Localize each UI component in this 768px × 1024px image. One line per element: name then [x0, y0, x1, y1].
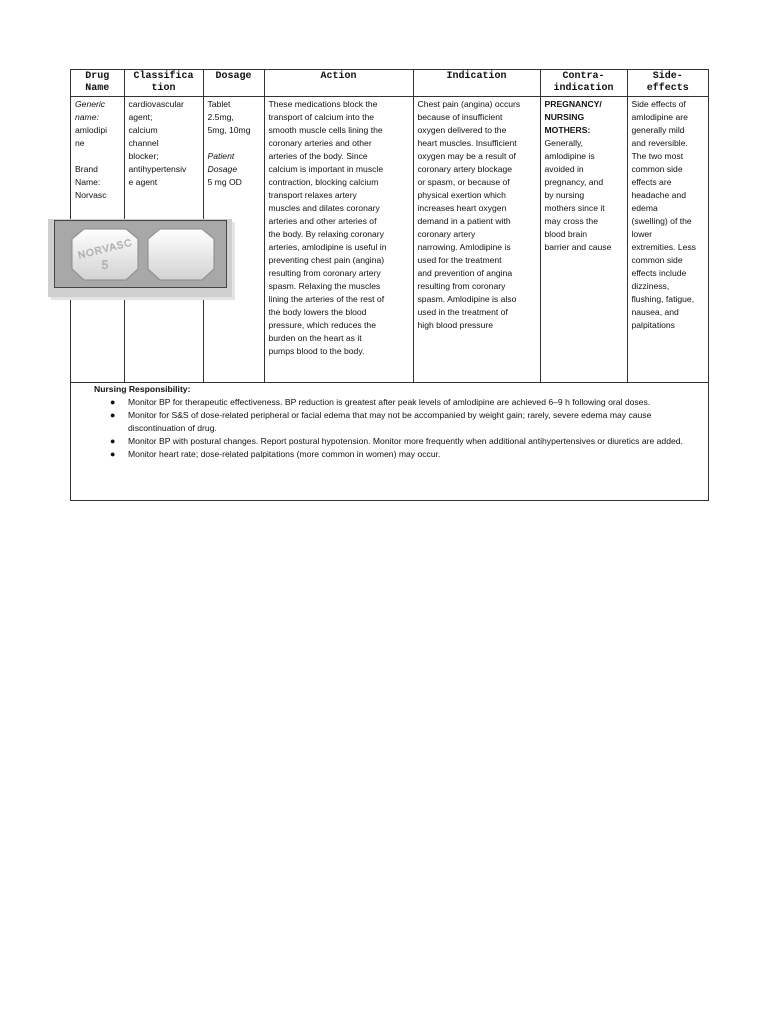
side-effects-line: (swelling) of the — [631, 216, 692, 226]
generic-label: Generic — [75, 99, 106, 109]
nursing-heading: Nursing Responsibility: — [94, 384, 191, 394]
contra-line: blood brain — [544, 229, 588, 239]
side-effects-line: amlodipine are — [631, 112, 688, 122]
indication-line: oxygen may be a result of — [417, 151, 516, 161]
dosage-line: Tablet — [207, 99, 231, 109]
bullet-icon: ● — [110, 397, 116, 407]
classification-line: calcium — [128, 125, 158, 135]
nursing-item — [71, 409, 708, 435]
action-line: spasm. Relaxing the muscles — [268, 281, 381, 291]
contra-line: mothers since it — [544, 203, 605, 213]
indication-line: used in the treatment of — [417, 307, 508, 317]
indication-line: narrowing. Amlodipine is — [417, 242, 511, 252]
contra-line: by nursing — [544, 190, 585, 200]
bullet-icon: ● — [110, 436, 116, 446]
indication-line: demand in a patient with — [417, 216, 511, 226]
header-contraindication: Contra- indication — [540, 70, 627, 97]
contra-heading: PREGNANCY/ — [544, 99, 602, 109]
indication-line: because of insufficient — [417, 112, 503, 122]
side-effects-line: effects include — [631, 268, 687, 278]
header-indication: Indication — [413, 70, 540, 97]
action-line: the body. By relaxing coronary — [268, 229, 384, 239]
cell-side-effects — [627, 97, 708, 383]
pill-photo — [48, 219, 232, 297]
action-line: pressure, which reduces the — [268, 320, 376, 330]
side-effects-line: lower — [631, 229, 653, 239]
action-line: lining the arteries of the rest of — [268, 294, 385, 304]
classification-line: blocker; — [128, 151, 159, 161]
cell-contraindication — [540, 97, 627, 383]
header-drug-name: Drug Name — [71, 70, 124, 97]
side-effects-line: dizziness, — [631, 281, 670, 291]
classification-line: agent; — [128, 112, 153, 122]
side-effects-line: The two most — [631, 151, 684, 161]
nursing-item-text: Monitor heart rate; dose-related palpitations (more common in women) may occur. — [128, 449, 441, 459]
indication-line: Chest pain (angina) occurs — [417, 99, 521, 109]
dosage-line: 5mg, 10mg — [207, 125, 251, 135]
generic-value-2: ne — [75, 138, 85, 148]
side-effects-line: and reversible. — [631, 138, 688, 148]
cell-action — [264, 97, 413, 383]
header-dosage: Dosage — [203, 70, 264, 97]
classification-line: channel — [128, 138, 159, 148]
indication-line: spasm. Amlodipine is also — [417, 294, 517, 304]
action-line: muscles and dilates coronary — [268, 203, 380, 213]
contra-line: avoided in — [544, 164, 584, 174]
patient-dosage-label: Patient — [207, 151, 235, 161]
indication-line: used for the treatment — [417, 255, 502, 265]
action-line: preventing chest pain (angina) — [268, 255, 385, 265]
cell-indication — [413, 97, 540, 383]
patient-dosage-value: 5 mg OD — [207, 177, 242, 187]
contra-heading-2: NURSING — [544, 112, 585, 122]
indication-line: coronary artery blockage — [417, 164, 513, 174]
nursing-item — [71, 435, 708, 448]
indication-line: physical exertion which — [417, 190, 506, 200]
pill-imprint-bottom: 5 — [101, 258, 109, 272]
indication-line: oxygen delivered to the — [417, 125, 507, 135]
bullet-icon: ● — [110, 449, 116, 459]
side-effects-line: palpitations — [631, 320, 675, 330]
side-effects-line: nausea, and — [631, 307, 679, 317]
indication-line: or spasm, or because of — [417, 177, 510, 187]
side-effects-line: generally mild — [631, 125, 685, 135]
dosage-line: 2.5mg, — [207, 112, 234, 122]
brand-label: Brand — [75, 164, 98, 174]
classification-line: cardiovascular — [128, 99, 184, 109]
action-line: These medications block the — [268, 99, 378, 109]
patient-dosage-label-2: Dosage — [207, 164, 238, 174]
contra-line: barrier and cause — [544, 242, 612, 252]
action-line: arteries, amlodipine is useful in — [268, 242, 387, 252]
nursing-item — [71, 396, 708, 409]
action-line: transport relaxes artery — [268, 190, 357, 200]
indication-line: increases heart oxygen — [417, 203, 507, 213]
header-row — [71, 70, 708, 97]
header-classification: Classifica tion — [124, 70, 203, 97]
indication-line: and prevention of angina — [417, 268, 513, 278]
action-line: smooth muscle cells lining the — [268, 125, 383, 135]
indication-line: high blood pressure — [417, 320, 493, 330]
nursing-item-text: Monitor BP for therapeutic effectiveness. BP reduction is greatest after peak levels of amlodipine are achieved 6–9 h following oral doses. — [128, 397, 651, 407]
indication-line: resulting from coronary — [417, 281, 506, 291]
action-line: burden on the heart as it — [268, 333, 362, 343]
classification-line: e agent — [128, 177, 158, 187]
action-line: transport of calcium into the — [268, 112, 375, 122]
classification-line: antihypertensiv — [128, 164, 187, 174]
contra-line: amlodipine is — [544, 151, 595, 161]
side-effects-line: common side — [631, 255, 683, 265]
action-line: calcium is important in muscle — [268, 164, 384, 174]
generic-label-2: name: — [75, 112, 99, 122]
contra-line: pregnancy, and — [544, 177, 604, 187]
side-effects-line: headache and — [631, 190, 686, 200]
action-line: contraction, blocking calcium — [268, 177, 379, 187]
pill-illustration — [48, 219, 232, 297]
pill-imprint-top: NORVASC — [77, 237, 134, 262]
action-line: pumps blood to the body. — [268, 346, 365, 356]
bullet-icon: ● — [110, 410, 116, 420]
action-line: the body lowers the blood — [268, 307, 367, 317]
nursing-item — [71, 448, 708, 461]
contra-line: Generally, — [544, 138, 584, 148]
action-line: arteries and other arteries of — [268, 216, 377, 226]
nursing-list — [71, 396, 708, 461]
side-effects-line: extremities. Less — [631, 242, 696, 252]
brand-value: Norvasc — [75, 190, 107, 200]
side-effects-line: flushing, fatigue, — [631, 294, 695, 304]
header-side-effects: Side- effects — [627, 70, 708, 97]
side-effects-line: edema — [631, 203, 658, 213]
indication-line: coronary artery — [417, 229, 476, 239]
indication-line: heart muscles. Insufficient — [417, 138, 517, 148]
contra-line: may cross the — [544, 216, 598, 226]
brand-label-2: Name: — [75, 177, 101, 187]
side-effects-line: effects are — [631, 177, 672, 187]
action-line: resulting from coronary artery — [268, 268, 381, 278]
side-effects-line: common side — [631, 164, 683, 174]
contra-heading-3: MOTHERS: — [544, 125, 591, 135]
generic-value: amlodipi — [75, 125, 108, 135]
action-line: coronary arteries and other — [268, 138, 372, 148]
header-action: Action — [264, 70, 413, 97]
nursing-item-text: Monitor BP with postural changes. Report postural hypotension. Monitor more frequently when additional antihypertensives or diuretics are added. — [128, 436, 683, 446]
action-line: arteries of the body. Since — [268, 151, 368, 161]
pill-back-shape — [148, 229, 214, 280]
nursing-item-text: Monitor for S&S of dose-related peripheral or facial edema that may not be accompanied by weight gain; rarely, severe edema may cause discontinuation of drug. — [128, 410, 652, 433]
nursing-responsibility — [71, 383, 708, 461]
side-effects-line: Side effects of — [631, 99, 686, 109]
